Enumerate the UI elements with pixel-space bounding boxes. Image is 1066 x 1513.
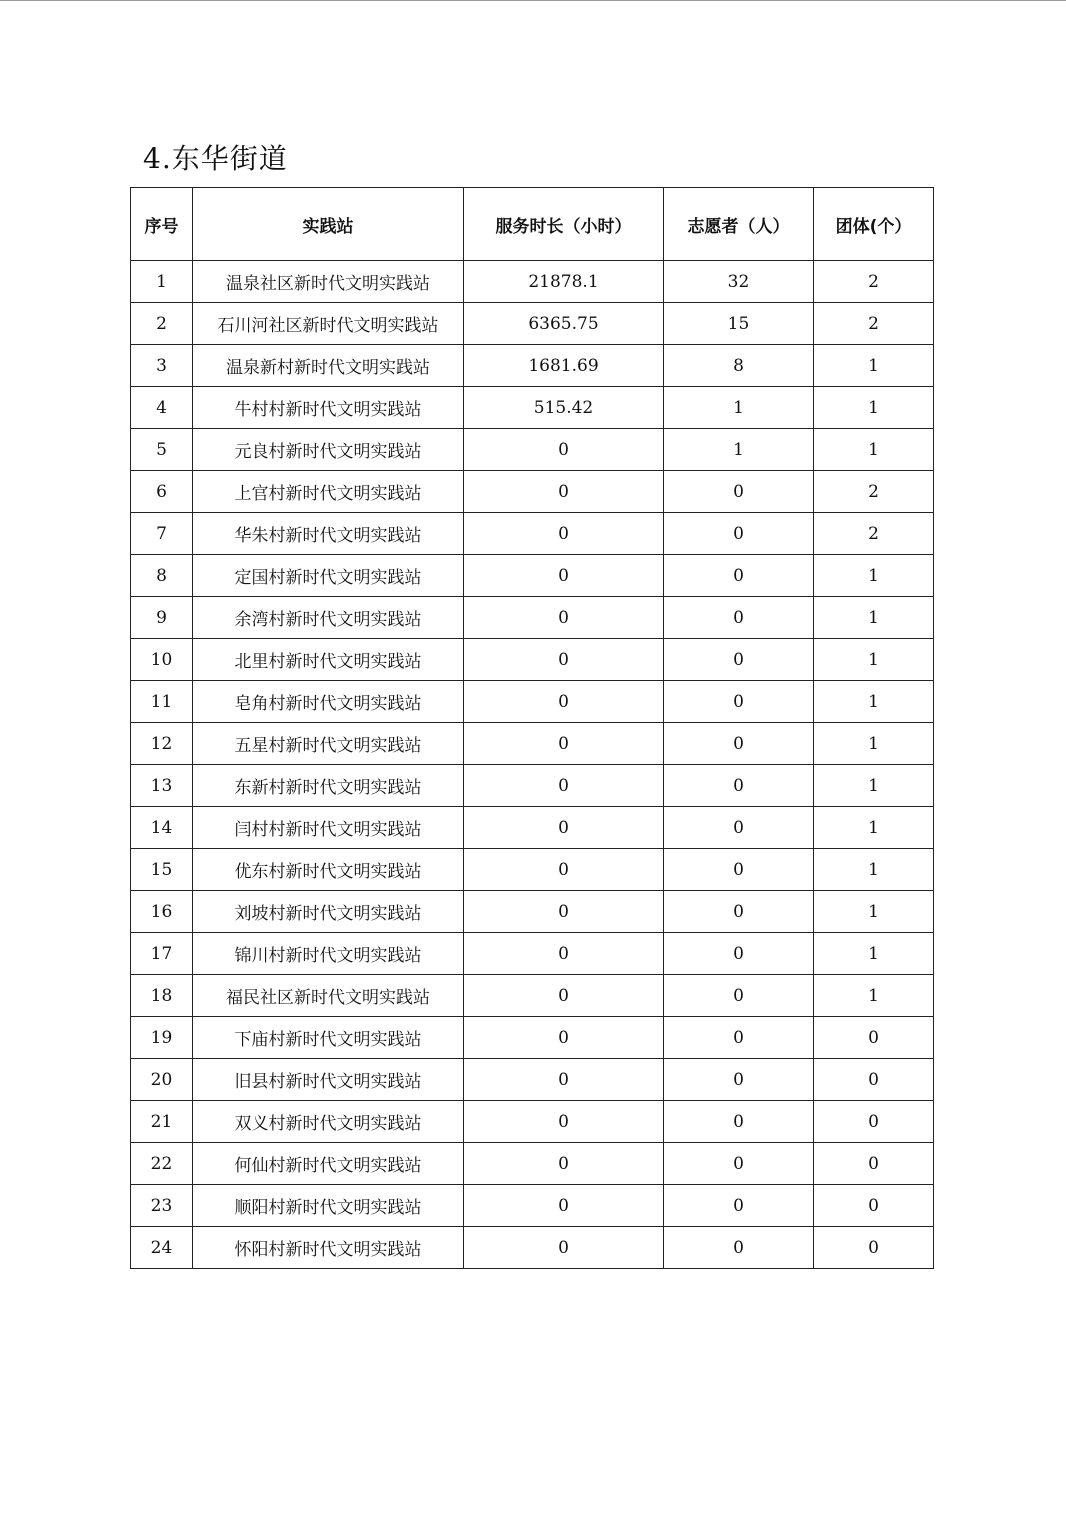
- cell-seq: 21: [131, 1101, 193, 1143]
- table-row: [131, 849, 934, 891]
- cell-service-hours: 0: [464, 471, 664, 513]
- cell-station: 余湾村新时代文明实践站: [193, 597, 464, 639]
- table-row: [131, 429, 934, 471]
- cell-seq: 12: [131, 723, 193, 765]
- cell-seq: 17: [131, 933, 193, 975]
- cell-service-hours: 0: [464, 1227, 664, 1269]
- cell-service-hours: 0: [464, 1185, 664, 1227]
- cell-volunteers: 0: [664, 765, 814, 807]
- header-seq: 序号: [131, 188, 193, 261]
- cell-seq: 18: [131, 975, 193, 1017]
- cell-station: 华朱村新时代文明实践站: [193, 513, 464, 555]
- cell-volunteers: 0: [664, 1017, 814, 1059]
- cell-service-hours: 0: [464, 975, 664, 1017]
- cell-service-hours: 0: [464, 1143, 664, 1185]
- cell-station: 顺阳村新时代文明实践站: [193, 1185, 464, 1227]
- cell-volunteers: 0: [664, 849, 814, 891]
- cell-volunteers: 0: [664, 933, 814, 975]
- cell-groups: 1: [814, 975, 934, 1017]
- cell-station: 北里村新时代文明实践站: [193, 639, 464, 681]
- cell-station: 刘坡村新时代文明实践站: [193, 891, 464, 933]
- cell-groups: 1: [814, 345, 934, 387]
- cell-volunteers: 0: [664, 471, 814, 513]
- cell-service-hours: 0: [464, 807, 664, 849]
- cell-station: 下庙村新时代文明实践站: [193, 1017, 464, 1059]
- cell-station: 何仙村新时代文明实践站: [193, 1143, 464, 1185]
- cell-volunteers: 0: [664, 1227, 814, 1269]
- table-row: [131, 1143, 934, 1185]
- header-station: 实践站: [193, 188, 464, 261]
- cell-station: 温泉新村新时代文明实践站: [193, 345, 464, 387]
- cell-station: 五星村新时代文明实践站: [193, 723, 464, 765]
- table-row: [131, 471, 934, 513]
- cell-groups: 0: [814, 1185, 934, 1227]
- cell-station: 温泉社区新时代文明实践站: [193, 261, 464, 303]
- cell-seq: 2: [131, 303, 193, 345]
- cell-seq: 19: [131, 1017, 193, 1059]
- cell-groups: 0: [814, 1227, 934, 1269]
- cell-service-hours: 0: [464, 891, 664, 933]
- cell-service-hours: 0: [464, 639, 664, 681]
- cell-volunteers: 0: [664, 681, 814, 723]
- cell-service-hours: 0: [464, 723, 664, 765]
- cell-seq: 11: [131, 681, 193, 723]
- cell-station: 上官村新时代文明实践站: [193, 471, 464, 513]
- table-header-row: [131, 188, 934, 261]
- table-row: [131, 975, 934, 1017]
- cell-groups: 0: [814, 1143, 934, 1185]
- table-row: [131, 933, 934, 975]
- cell-station: 东新村新时代文明实践站: [193, 765, 464, 807]
- cell-groups: 1: [814, 849, 934, 891]
- cell-station: 皂角村新时代文明实践站: [193, 681, 464, 723]
- cell-groups: 1: [814, 387, 934, 429]
- table-row: [131, 261, 934, 303]
- cell-volunteers: 0: [664, 639, 814, 681]
- page-top-rule: [0, 0, 1066, 1]
- cell-station: 旧县村新时代文明实践站: [193, 1059, 464, 1101]
- cell-station: 优东村新时代文明实践站: [193, 849, 464, 891]
- cell-groups: 1: [814, 807, 934, 849]
- cell-service-hours: 0: [464, 429, 664, 471]
- cell-service-hours: 0: [464, 1017, 664, 1059]
- cell-seq: 1: [131, 261, 193, 303]
- cell-groups: 1: [814, 723, 934, 765]
- cell-service-hours: 0: [464, 1059, 664, 1101]
- cell-volunteers: 0: [664, 513, 814, 555]
- cell-groups: 1: [814, 639, 934, 681]
- cell-station: 锦川村新时代文明实践站: [193, 933, 464, 975]
- cell-seq: 22: [131, 1143, 193, 1185]
- cell-service-hours: 6365.75: [464, 303, 664, 345]
- cell-service-hours: 0: [464, 1101, 664, 1143]
- header-service-hours: 服务时长（小时）: [464, 188, 664, 261]
- table-row: [131, 555, 934, 597]
- cell-volunteers: 0: [664, 597, 814, 639]
- cell-volunteers: 0: [664, 975, 814, 1017]
- cell-station: 石川河社区新时代文明实践站: [193, 303, 464, 345]
- table-row: [131, 891, 934, 933]
- cell-seq: 15: [131, 849, 193, 891]
- cell-volunteers: 0: [664, 891, 814, 933]
- table-row: [131, 1185, 934, 1227]
- cell-groups: 2: [814, 303, 934, 345]
- cell-service-hours: 0: [464, 849, 664, 891]
- cell-groups: 1: [814, 765, 934, 807]
- cell-volunteers: 0: [664, 1101, 814, 1143]
- cell-volunteers: 0: [664, 555, 814, 597]
- cell-volunteers: 0: [664, 1143, 814, 1185]
- cell-seq: 5: [131, 429, 193, 471]
- cell-service-hours: 0: [464, 681, 664, 723]
- cell-groups: 0: [814, 1017, 934, 1059]
- cell-groups: 1: [814, 555, 934, 597]
- cell-groups: 0: [814, 1101, 934, 1143]
- cell-service-hours: 0: [464, 933, 664, 975]
- section-title: 4.东华街道: [143, 142, 288, 175]
- header-volunteers: 志愿者（人）: [664, 188, 814, 261]
- cell-volunteers: 8: [664, 345, 814, 387]
- table-row: [131, 513, 934, 555]
- cell-station: 闫村村新时代文明实践站: [193, 807, 464, 849]
- cell-groups: 0: [814, 1059, 934, 1101]
- cell-volunteers: 0: [664, 723, 814, 765]
- table-row: [131, 681, 934, 723]
- cell-volunteers: 1: [664, 429, 814, 471]
- cell-groups: 1: [814, 681, 934, 723]
- table-row: [131, 387, 934, 429]
- cell-volunteers: 1: [664, 387, 814, 429]
- table-row: [131, 303, 934, 345]
- cell-station: 定国村新时代文明实践站: [193, 555, 464, 597]
- cell-service-hours: 0: [464, 597, 664, 639]
- cell-seq: 8: [131, 555, 193, 597]
- cell-seq: 24: [131, 1227, 193, 1269]
- cell-groups: 2: [814, 471, 934, 513]
- cell-seq: 13: [131, 765, 193, 807]
- cell-service-hours: 1681.69: [464, 345, 664, 387]
- cell-seq: 16: [131, 891, 193, 933]
- cell-seq: 3: [131, 345, 193, 387]
- cell-groups: 1: [814, 891, 934, 933]
- table-row: [131, 1017, 934, 1059]
- cell-service-hours: 0: [464, 765, 664, 807]
- cell-seq: 23: [131, 1185, 193, 1227]
- table-row: [131, 1227, 934, 1269]
- table-row: [131, 807, 934, 849]
- cell-volunteers: 15: [664, 303, 814, 345]
- cell-station: 福民社区新时代文明实践站: [193, 975, 464, 1017]
- table-row: [131, 1059, 934, 1101]
- cell-groups: 1: [814, 933, 934, 975]
- station-stats-table: [130, 187, 934, 1269]
- cell-groups: 1: [814, 597, 934, 639]
- cell-seq: 7: [131, 513, 193, 555]
- table-row: [131, 1101, 934, 1143]
- cell-service-hours: 515.42: [464, 387, 664, 429]
- table-row: [131, 765, 934, 807]
- cell-seq: 20: [131, 1059, 193, 1101]
- cell-station: 元良村新时代文明实践站: [193, 429, 464, 471]
- cell-volunteers: 0: [664, 1059, 814, 1101]
- cell-volunteers: 32: [664, 261, 814, 303]
- cell-station: 双义村新时代文明实践站: [193, 1101, 464, 1143]
- table-row: [131, 345, 934, 387]
- cell-service-hours: 0: [464, 555, 664, 597]
- cell-service-hours: 0: [464, 513, 664, 555]
- cell-volunteers: 0: [664, 807, 814, 849]
- header-groups: 团体(个）: [814, 188, 934, 261]
- cell-seq: 4: [131, 387, 193, 429]
- cell-groups: 2: [814, 261, 934, 303]
- cell-volunteers: 0: [664, 1185, 814, 1227]
- cell-service-hours: 21878.1: [464, 261, 664, 303]
- cell-seq: 6: [131, 471, 193, 513]
- cell-groups: 1: [814, 429, 934, 471]
- cell-station: 牛村村新时代文明实践站: [193, 387, 464, 429]
- cell-station: 怀阳村新时代文明实践站: [193, 1227, 464, 1269]
- cell-groups: 2: [814, 513, 934, 555]
- table-row: [131, 597, 934, 639]
- table-row: [131, 639, 934, 681]
- cell-seq: 10: [131, 639, 193, 681]
- table-row: [131, 723, 934, 765]
- cell-seq: 9: [131, 597, 193, 639]
- cell-seq: 14: [131, 807, 193, 849]
- table-body: [131, 261, 934, 1269]
